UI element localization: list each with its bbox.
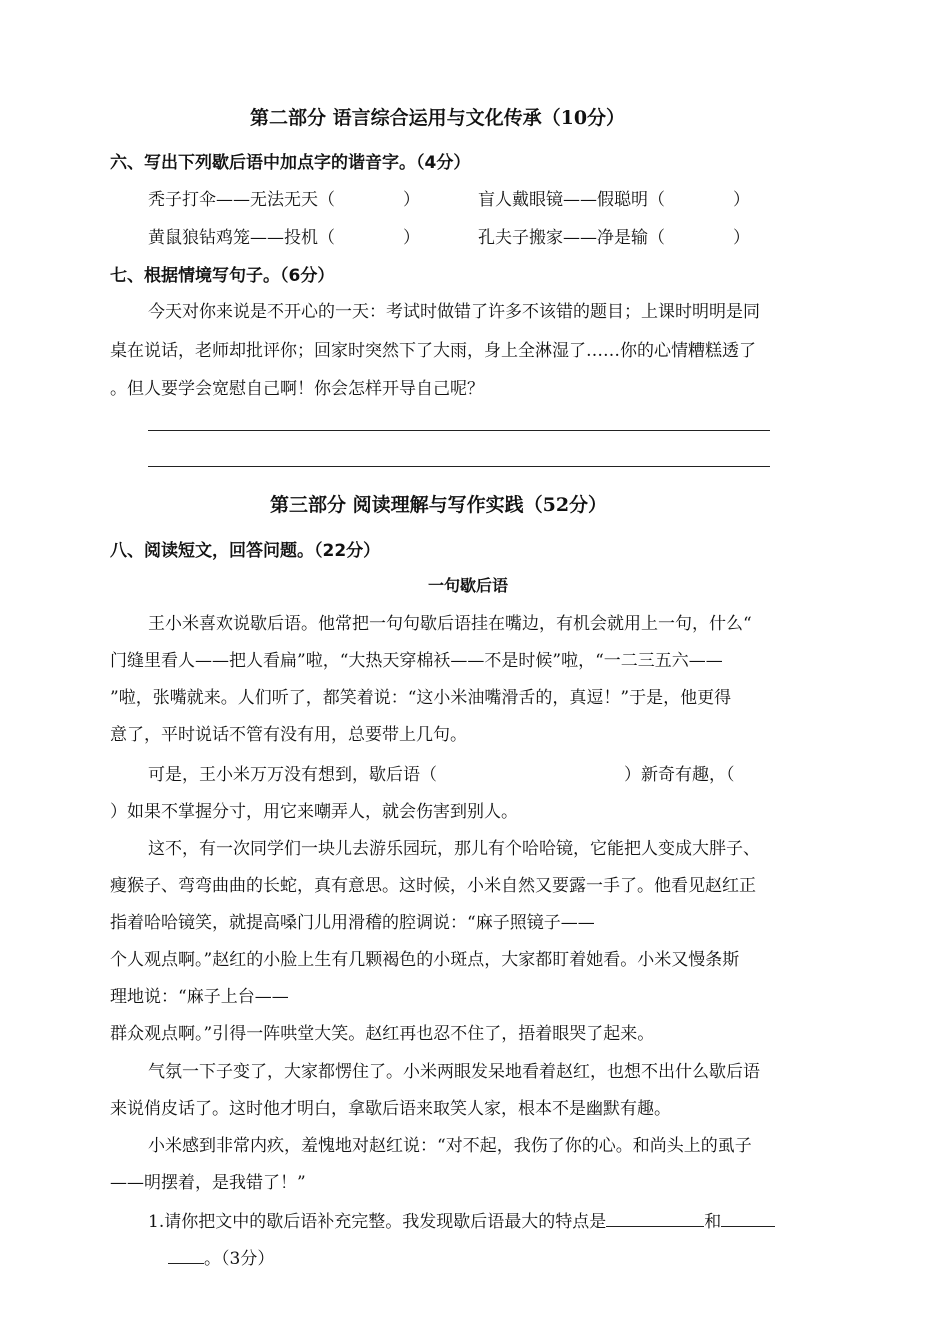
story-line: ——明摆着，是我错了！” bbox=[110, 1173, 306, 1193]
story-line: 王小米喜欢说歇后语。他常把一句句歇后语挂在嘴边，有机会就用上一句，什么“ bbox=[148, 614, 752, 634]
story-line: 瘦猴子、弯弯曲曲的长蛇，真有意思。这时候，小米自然又要露一手了。他看见赵红正 bbox=[110, 876, 756, 896]
q8-title: 八、阅读短文，回答问题。（22分） bbox=[110, 541, 381, 561]
answer-blank[interactable] bbox=[168, 1247, 204, 1264]
story-title: 一句歇后语 bbox=[428, 576, 509, 595]
q6-item-4: 孔夫子搬家——净是输（ ） bbox=[478, 228, 750, 248]
story-line: 指着哈哈镜笑，就提高嗓门儿用滑稽的腔调说：“麻子照镜子—— bbox=[110, 913, 595, 933]
q7-title: 七、根据情境写句子。（6分） bbox=[110, 266, 335, 286]
answer-line[interactable] bbox=[148, 466, 770, 467]
answer-blank[interactable] bbox=[721, 1210, 775, 1227]
q7-line: 桌在说话，老师却批评你；回家时突然下了大雨，身上全淋湿了……你的心情糟糕透了 bbox=[110, 341, 756, 361]
story-line: 来说俏皮话了。这时他才明白，拿歇后语来取笑人家，根本不是幽默有趣。 bbox=[110, 1099, 671, 1119]
sub-question-1-score: 。（3分） bbox=[204, 1249, 275, 1269]
sub-question-1-cont bbox=[168, 1244, 274, 1269]
sub-question-1-and: 和 bbox=[704, 1212, 722, 1232]
story-line: 理地说：“麻子上台—— bbox=[110, 987, 289, 1007]
story-line: 气氛一下子变了，大家都愣住了。小米两眼发呆地看着赵红，也想不出什么歇后语 bbox=[148, 1062, 760, 1082]
story-line: 这不，有一次同学们一块儿去游乐园玩，那儿有个哈哈镜，它能把人变成大胖子、 bbox=[148, 839, 760, 859]
q6-item-1: 秃子打伞——无法无天（ ） bbox=[148, 190, 420, 210]
q7-line: 今天对你来说是不开心的一天：考试时做错了许多不该错的题目；上课时明明是同 bbox=[148, 302, 760, 322]
story-line: 门缝里看人——把人看扁”啦，“大热天穿棉袄——不是时候”啦，“一二三五六—— bbox=[110, 651, 723, 671]
story-line: 可是，王小米万万没有想到，歇后语（ ）新奇有趣，（ bbox=[148, 765, 735, 785]
q6-title: 六、写出下列歇后语中加点字的谐音字。（4分） bbox=[110, 153, 471, 173]
q6-item-2: 盲人戴眼镜——假聪明（ ） bbox=[478, 190, 750, 210]
answer-blank[interactable] bbox=[606, 1210, 704, 1227]
story-line: ）如果不掌握分寸，用它来嘲弄人，就会伤害到别人。 bbox=[110, 802, 518, 822]
q7-line: 。但人要学会宽慰自己啊！你会怎样开导自己呢？ bbox=[110, 379, 484, 399]
answer-line[interactable] bbox=[148, 430, 770, 431]
sub-question-1-text: 1.请你把文中的歇后语补充完整。我发现歇后语最大的特点是 bbox=[148, 1212, 607, 1232]
story-line: 小米感到非常内疚，羞愧地对赵红说：“对不起，我伤了你的心。和尚头上的虱子 bbox=[148, 1136, 752, 1156]
q6-item-3: 黄鼠狼钻鸡笼——投机（ ） bbox=[148, 228, 420, 248]
sub-question-1 bbox=[148, 1207, 775, 1232]
story-line: ”啦，张嘴就来。人们听了，都笑着说：“这小米油嘴滑舌的，真逗！”于是，他更得 bbox=[110, 688, 732, 708]
story-line: 群众观点啊。”引得一阵哄堂大笑。赵红再也忍不住了，捂着眼哭了起来。 bbox=[110, 1024, 655, 1044]
story-line: 意了，平时说话不管有没有用，总要带上几句。 bbox=[110, 725, 467, 745]
part3-heading: 第三部分 阅读理解与写作实践（52分） bbox=[270, 494, 608, 516]
part2-heading: 第二部分 语言综合运用与文化传承（10分） bbox=[250, 107, 626, 129]
story-line: 个人观点啊。”赵红的小脸上生有几颗褐色的小斑点，大家都盯着她看。小米又慢条斯 bbox=[110, 950, 740, 970]
